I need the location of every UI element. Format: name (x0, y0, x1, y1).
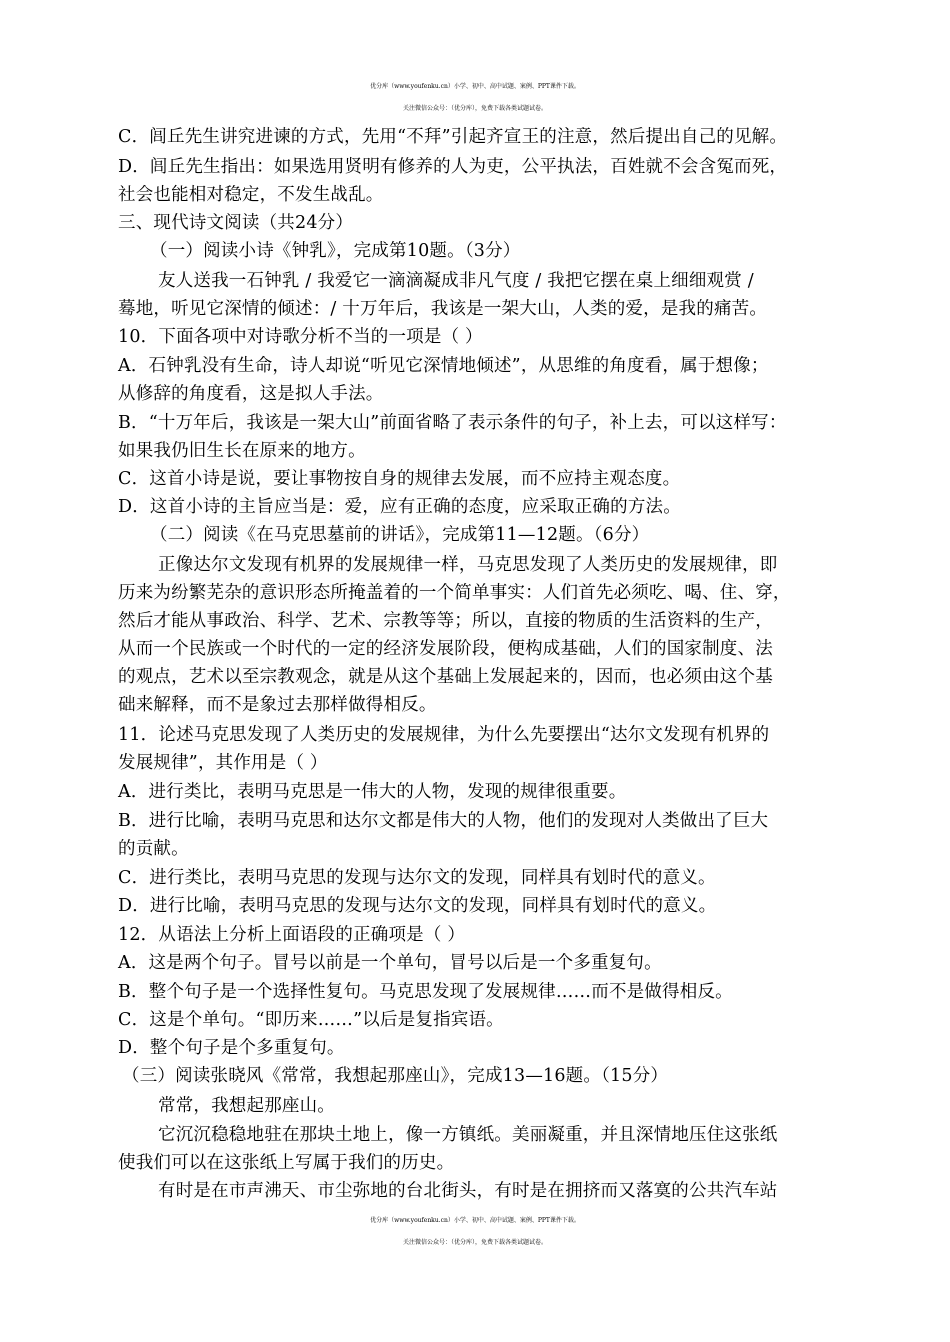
question-11: 11．论述马克思发现了人类历史的发展规律，为什么先要摆出“达尔文发现有机界的 (118, 725, 770, 745)
footer-line-2: 关注微信公众号：（优分库），免费下载各类试题试卷。 (402, 1239, 547, 1246)
q10-option-b: B．“十万年后，我该是一架大山”前面省略了表示条件的句子，补上去，可以这样写： (118, 413, 787, 433)
q10-option-a-cont: 从修辞的角度看，这是拟人手法。 (118, 384, 384, 404)
essay-line-4: 有时是在市声沸天、市尘弥地的台北街头，有时是在拥挤而又落寞的公共汽车站 (158, 1181, 778, 1201)
footer-line-1: 优分库（www.youfenku.cn）小学、初中、高中试题、案例、PPT课件下载。 (370, 1217, 580, 1224)
q10-option-d: D．这首小诗的主旨应当是：爱，应有正确的态度，应采取正确的方法。 (118, 497, 681, 517)
question-12: 12．从语法上分析上面语段的正确项是（ ） (118, 925, 466, 945)
option-c-prev: C．闾丘先生讲究进谏的方式，先用“不拜”引起齐宣王的注意，然后提出自己的见解。 (118, 127, 788, 147)
q12-option-b: B．整个句子是一个选择性复句。马克思发现了发展规律……而不是做得相反。 (118, 982, 733, 1002)
passage-line-4: 从而一个民族或一个时代的一定的经济发展阶段，便构成基础，人们的国家制度、法 (118, 639, 773, 659)
passage-line-3: 然后才能从事政治、科学、艺术、宗教等等；所以，直接的物质的生活资料的生产， (118, 611, 773, 631)
q10-option-a: A．石钟乳没有生命，诗人却说“听见它深情地倾述”，从思维的角度看，属于想像； (118, 356, 769, 376)
passage-line-5: 的观点，艺术以至宗教观念，就是从这个基础上发展起来的，因而，也必须由这个基 (118, 667, 773, 687)
option-d-prev: D．闾丘先生指出：如果选用贤明有修养的人为吏，公平执法，百姓就不会含冤而死， (118, 157, 788, 177)
essay-line-1: 常常，我想起那座山。 (158, 1096, 335, 1116)
q11-option-c: C．进行类比，表明马克思的发现与达尔文的发现，同样具有划时代的意义。 (118, 868, 716, 888)
essay-line-2: 它沉沉稳稳地驻在那块土地上，像一方镇纸。美丽凝重，并且深情地压住这张纸 (158, 1125, 778, 1145)
q12-option-d: D．整个句子是个多重复句。 (118, 1038, 345, 1058)
passage-line-2: 历来为纷繁芜杂的意识形态所掩盖着的一个简单事实：人们首先必须吃、喝、住、穿， (118, 583, 791, 603)
essay-line-3: 使我们可以在这张纸上写属于我们的历史。 (118, 1153, 455, 1173)
passage-line-1: 正像达尔文发现有机界的发展规律一样，马克思发现了人类历史的发展规律，即 (158, 555, 778, 575)
question-11-cont: 发展规律”，其作用是（ ） (118, 753, 328, 773)
q12-option-c: C．这是个单句。“即历来……”以后是复指宾语。 (118, 1010, 504, 1030)
passage-line-6: 础来解释，而不是象过去那样做得相反。 (118, 695, 437, 715)
q11-option-d: D．进行比喻，表明马克思的发现与达尔文的发现，同样具有划时代的意义。 (118, 896, 717, 916)
q11-option-b: B．进行比喻，表明马克思和达尔文都是伟大的人物，他们的发现对人类做出了巨大 (118, 811, 769, 831)
q10-option-c: C．这首小诗是说，要让事物按自身的规律去发展，而不应持主观态度。 (118, 469, 681, 489)
subsection-heading-1: （一）阅读小诗《钟乳》，完成第10题。（3分） (150, 241, 521, 261)
question-10: 10．下面各项中对诗歌分析不当的一项是（ ） (118, 327, 483, 347)
poem-line-2: 蓦地，听见它深情的倾述：/ 十万年后，我该是一架大山，人类的爱，是我的痛苦。 (118, 299, 768, 319)
q11-option-b-cont: 的贡献。 (118, 839, 189, 859)
section-heading: 三、现代诗文阅读（共24分） (118, 213, 354, 233)
subsection-heading-2: （二）阅读《在马克思墓前的讲话》，完成第11—12题。（6分） (150, 525, 650, 545)
header-line-1: 优分库（www.youfenku.cn）小学、初中、高中试题、案例、PPT课件下载。 (370, 83, 580, 90)
poem-line-1: 友人送我一石钟乳 / 我爱它一滴滴凝成非凡气度 / 我把它摆在桌上细细观赏 / (158, 271, 754, 291)
option-d-prev-cont: 社会也能相对稳定，不发生战乱。 (118, 185, 384, 205)
header-line-2: 关注微信公众号：（优分库），免费下载各类试题试卷。 (402, 105, 547, 112)
subsection-heading-3: （三）阅读张晓风《常常，我想起那座山》，完成13—16题。（15分） (122, 1066, 669, 1086)
q11-option-a: A．进行类比，表明马克思是一伟大的人物，发现的规律很重要。 (118, 782, 627, 802)
q12-option-a: A．这是两个句子。冒号以前是一个单句，冒号以后是一个多重复句。 (118, 953, 662, 973)
q10-option-b-cont: 如果我仍旧生长在原来的地方。 (118, 441, 366, 461)
